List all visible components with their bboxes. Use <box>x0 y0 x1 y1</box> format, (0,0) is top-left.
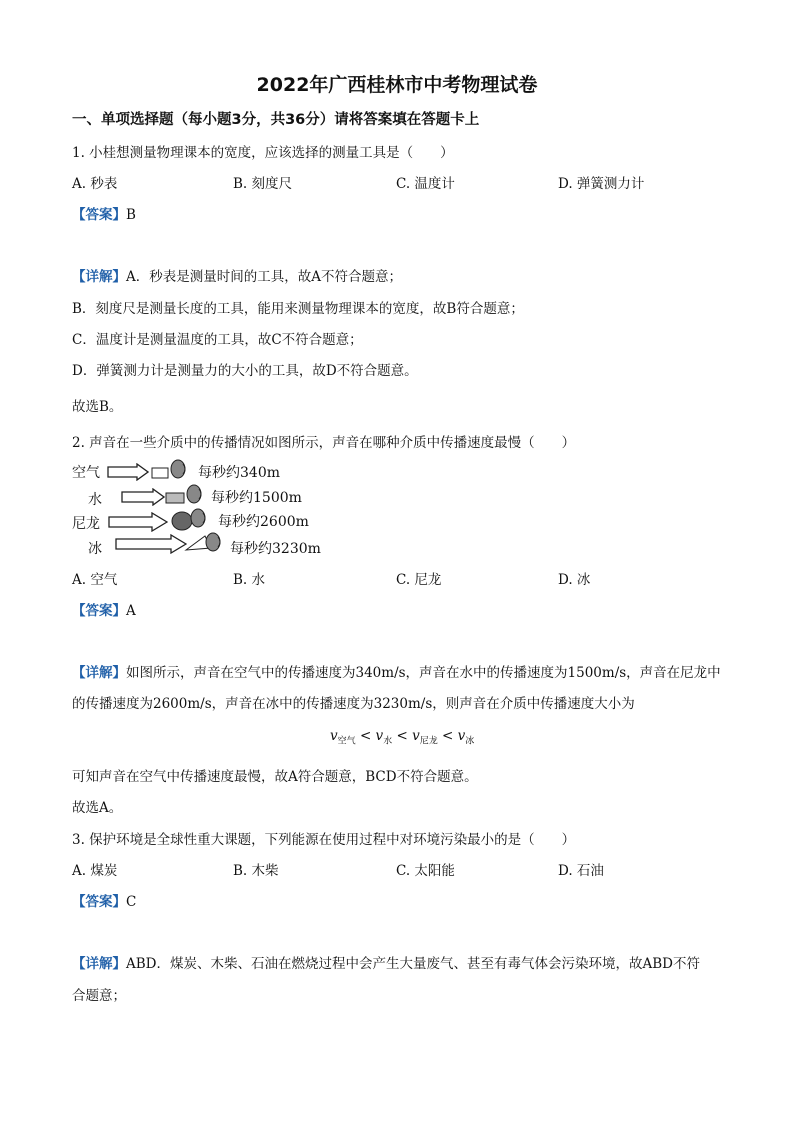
medium-label: 空气 <box>72 465 100 481</box>
formula-sub: 尼龙 <box>419 736 438 747</box>
question-1-conclusion: 故选B。 <box>72 399 123 415</box>
q1-option-b: B. 刻度尺 <box>233 176 293 192</box>
question-1-explain-4: D．弹簧测力计是测量力的大小的工具，故D不符合题意。 <box>72 363 418 379</box>
q1-option-a: A. 秒表 <box>72 176 118 192</box>
medium-label: 水 <box>88 492 102 508</box>
section-heading: 一、单项选择题（每小题3分，共36分）请将答案填在答题卡上 <box>72 112 480 128</box>
question-1-explain-2: B．刻度尺是测量长度的工具，能用来测量物理课本的宽度，故B符合题意； <box>72 301 524 317</box>
q2-option-d: D. 冰 <box>558 572 591 588</box>
ear-icon <box>150 458 190 482</box>
question-1-stem: 1. 小桂想测量物理课本的宽度，应该选择的测量工具是（ ） <box>72 145 454 161</box>
q1-option-d: D. 弹簧测力计 <box>558 176 645 192</box>
answer-value: C <box>126 894 137 910</box>
speed-inequality-formula: $v_{空气} < v_水 < v_{尼龙} < v_冰$ <box>330 728 475 747</box>
question-2-stem: 2. 声音在一些介质中的传播情况如图所示，声音在哪种介质中传播速度最慢（ ） <box>72 435 576 451</box>
ear-icon <box>183 528 227 554</box>
arrow-right-icon <box>115 534 187 554</box>
speed-label: 每秒约2600m <box>218 514 309 530</box>
q3-option-b: B. 木柴 <box>233 863 279 879</box>
ear-icon <box>164 483 206 507</box>
answer-value: B <box>126 207 136 223</box>
explain-tag: 【详解】 <box>72 665 126 681</box>
question-2-explain-2: 的传播速度为2600m/s，声音在冰中的传播速度为3230m/s，则声音在介质中传播速度大小为 <box>72 696 635 712</box>
q1-option-c: C. 温度计 <box>396 176 455 192</box>
arrow-right-icon <box>121 488 165 506</box>
question-1-answer <box>72 203 136 223</box>
q3-option-c: C. 太阳能 <box>396 863 455 879</box>
speed-label: 每秒约3230m <box>230 541 321 557</box>
formula-sub: 空气 <box>337 736 356 747</box>
question-3-answer <box>72 890 136 910</box>
answer-value: A <box>126 603 136 619</box>
explain-tag: 【详解】 <box>72 956 126 972</box>
page-title: 2022年广西桂林市中考物理试卷 <box>256 74 538 96</box>
answer-tag: 【答案】 <box>72 207 126 223</box>
explain-tag: 【详解】 <box>72 269 126 285</box>
explain-text: ABD．煤炭、木柴、石油在燃烧过程中会产生大量废气、甚至有毒气体会污染环境，故ABD不符 <box>126 956 700 972</box>
speed-label: 每秒约1500m <box>211 490 302 506</box>
medium-label: 冰 <box>88 541 102 557</box>
q2-option-c: C. 尼龙 <box>396 572 442 588</box>
question-2-answer <box>72 599 136 619</box>
q2-option-a: A. 空气 <box>72 572 118 588</box>
explain-text: 如图所示，声音在空气中的传播速度为340m/s，声音在水中的传播速度为1500m/s，声音在尼龙中 <box>126 665 721 681</box>
question-1-explain-1 <box>72 265 402 285</box>
medium-label: 尼龙 <box>72 516 100 532</box>
question-2-conclusion: 故选A。 <box>72 800 123 816</box>
question-3-stem: 3. 保护环境是全球性重大课题，下列能源在使用过程中对环境污染最小的是（ ） <box>72 832 576 848</box>
formula-sub: 水 <box>383 736 393 747</box>
arrow-right-icon <box>107 463 149 481</box>
answer-tag: 【答案】 <box>72 603 126 619</box>
question-2-explain-1 <box>72 661 721 681</box>
explain-text: A．秒表是测量时间的工具，故A不符合题意； <box>126 269 402 285</box>
question-1-explain-3: C．温度计是测量温度的工具，故C不符合题意； <box>72 332 363 348</box>
arrow-right-icon <box>108 512 168 532</box>
answer-tag: 【答案】 <box>72 894 126 910</box>
formula-sub: 冰 <box>465 736 475 747</box>
q3-option-a: A. 煤炭 <box>72 863 118 879</box>
question-2-explain-3: 可知声音在空气中传播速度最慢，故A符合题意，BCD不符合题意。 <box>72 769 478 785</box>
question-3-explain-2: 合题意； <box>72 988 126 1004</box>
q3-option-d: D. 石油 <box>558 863 604 879</box>
question-3-explain-1 <box>72 952 700 972</box>
speed-label: 每秒约340m <box>198 465 280 481</box>
q2-option-b: B. 水 <box>233 572 266 588</box>
